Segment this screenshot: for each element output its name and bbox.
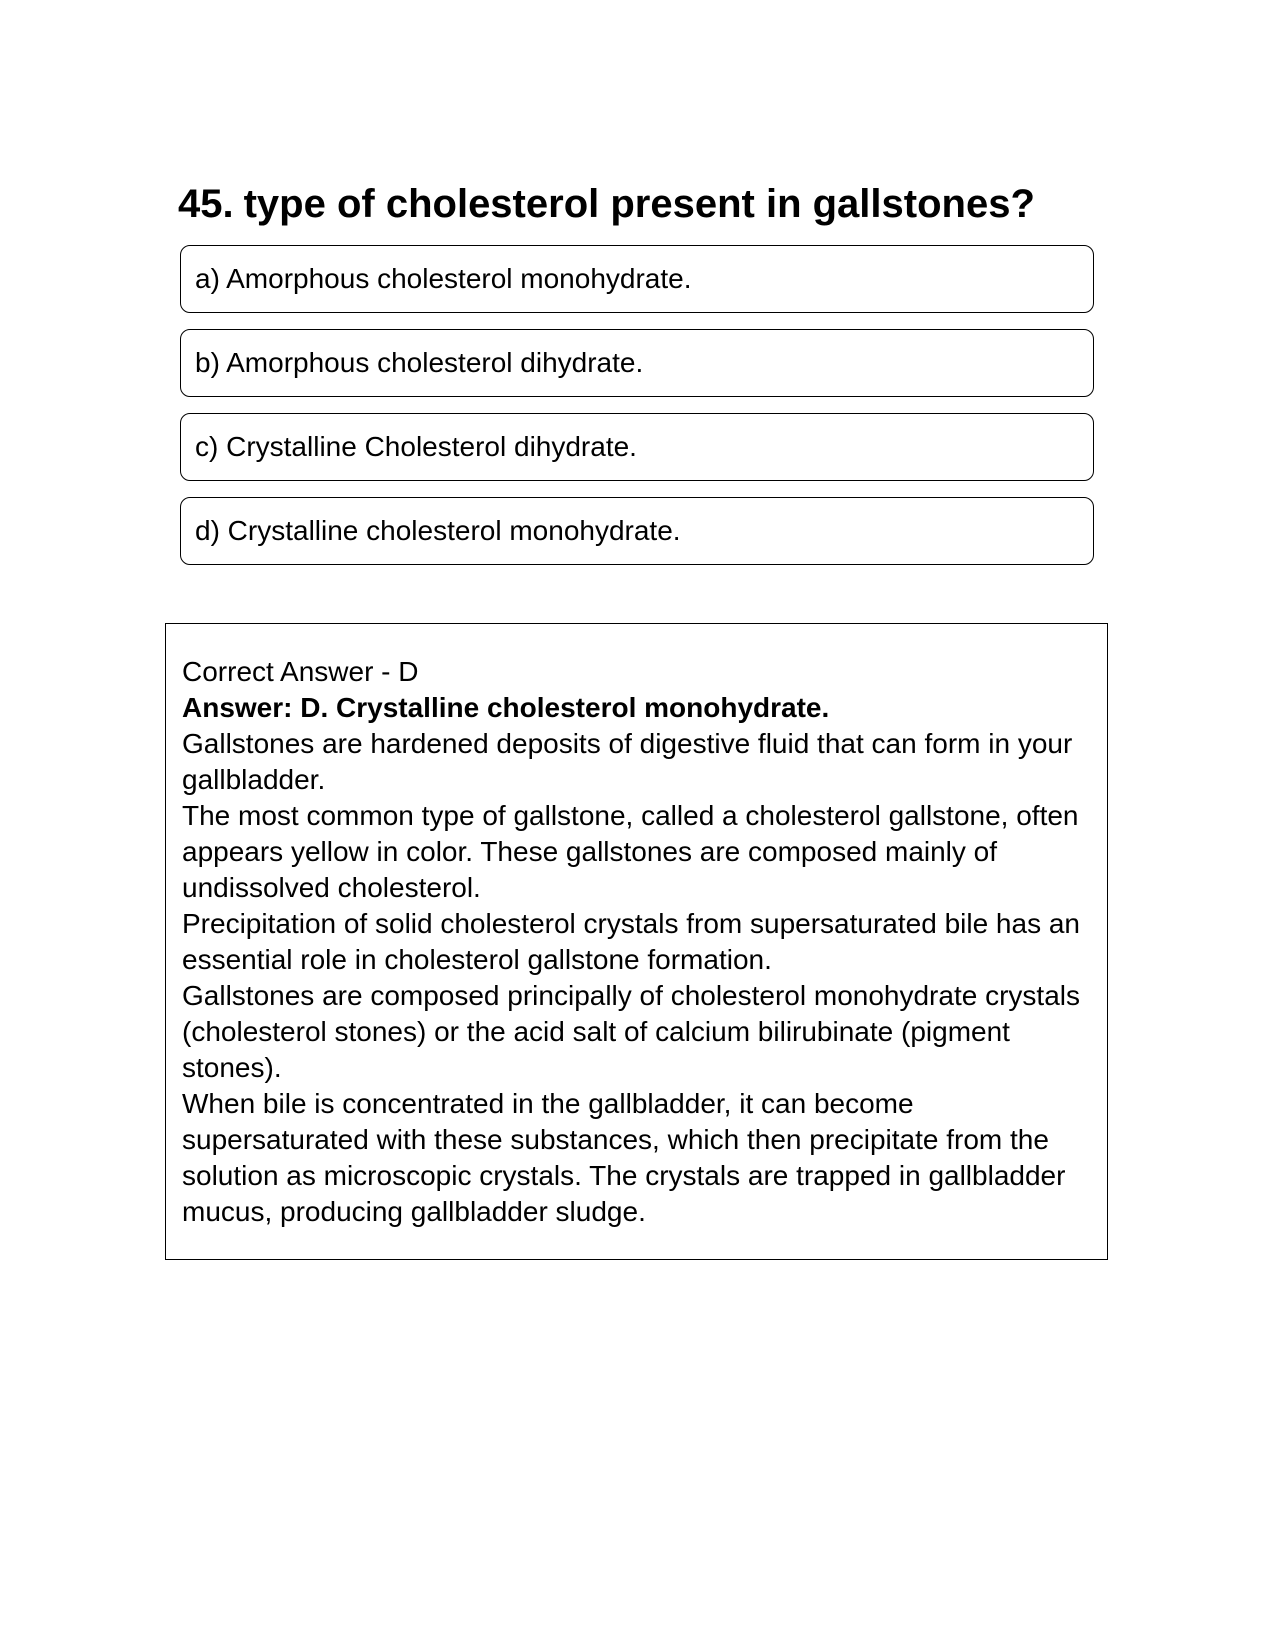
answer-explanation-box	[165, 623, 1108, 1260]
option-c[interactable]: c) Crystalline Cholesterol dihydrate.	[180, 413, 1094, 481]
answer-heading: Answer: D. Crystalline cholesterol monohydrate.	[182, 692, 830, 723]
correct-answer-line: Correct Answer - D	[182, 656, 419, 687]
explanation-paragraph: Precipitation of solid cholesterol crystals from supersaturated bile has an essential role in cholesterol gallstone formation.	[182, 908, 1080, 975]
explanation-paragraph: The most common type of gallstone, called a cholesterol gallstone, often appears yellow in color. These gallstones are composed mainly of undissolved cholesterol.	[182, 800, 1079, 903]
explanation-paragraph: When bile is concentrated in the gallbladder, it can become supersaturated with these substances, which then precipitate from the solution as microscopic crystals. The crystals are trapped in gallbladder mucus, producing gallbladder sludge.	[182, 1088, 1066, 1227]
question-text: type of cholesterol present in gallstones?	[243, 182, 1035, 226]
option-b[interactable]: b) Amorphous cholesterol dihydrate.	[180, 329, 1094, 397]
question-title	[178, 178, 1098, 230]
question-number: 45.	[178, 182, 234, 226]
option-d[interactable]: d) Crystalline cholesterol monohydrate.	[180, 497, 1094, 565]
answer-options	[180, 245, 1094, 581]
explanation-paragraph: Gallstones are hardened deposits of digestive fluid that can form in your gallbladder.	[182, 728, 1073, 795]
option-a[interactable]: a) Amorphous cholesterol monohydrate.	[180, 245, 1094, 313]
explanation-paragraph: Gallstones are composed principally of cholesterol monohydrate crystals (cholesterol stones) or the acid salt of calcium bilirubinate (pigment stones).	[182, 980, 1080, 1083]
